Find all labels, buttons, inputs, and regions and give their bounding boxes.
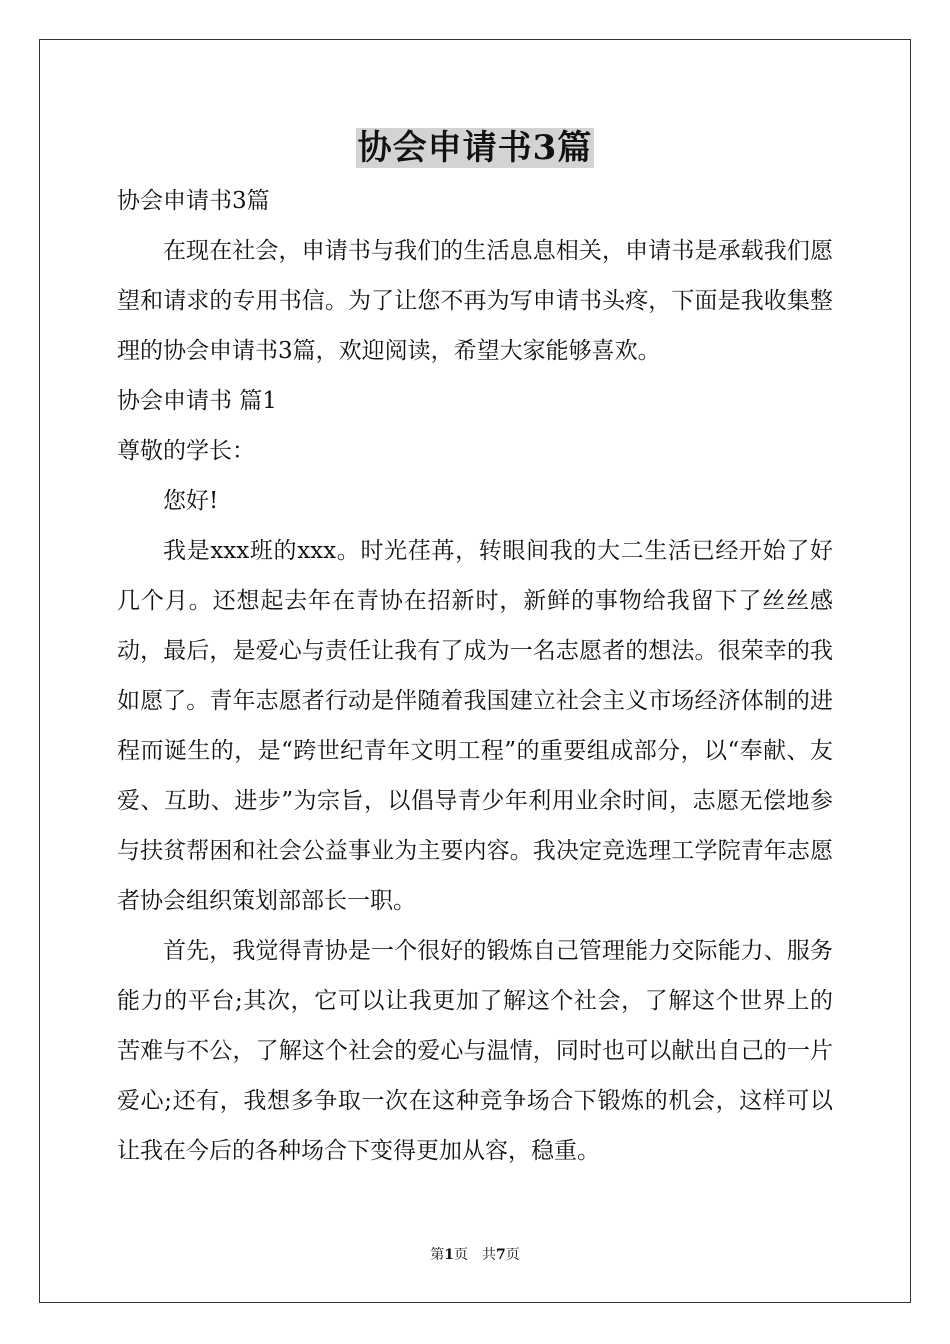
- body-paragraph-1: 我是xxx班的xxx。时光荏苒，转眼间我的大二生活已经开始了好几个月。还想起去年在青协在招新时，新鲜的事物给我留下了丝丝感动，最后，是爱心与责任让我有了成为一名志愿者的想法。很荣幸的我如愿了。青年志愿者行动是伴随着我国建立社会主义市场经济体制的进程而诞生的，是“跨世纪青年文明工程”的重要组成部分，以“奉献、友爱、互助、进步”为宗旨，以倡导青少年利用业余时间，志愿无偿地参与扶贫帮困和社会公益事业为主要内容。我决定竞选理工学院青年志愿者协会组织策划部部长一职。: [117, 538, 833, 914]
- document-subtitle: 协会申请书3篇: [117, 188, 270, 214]
- body-paragraph-2: 首先，我觉得青协是一个很好的锻炼自己管理能力交际能力、服务能力的平台;其次，它可以让我更加了解这个社会，了解这个世界上的苦难与不公，了解这个社会的爱心与温情，同时也可以献出自己的一片爱心;还有，我想多争取一次在这种竞争场合下锻炼的机会，这样可以让我在今后的各种场合下变得更加从容，稳重。: [117, 938, 833, 1164]
- document-title: 协会申请书3篇: [357, 128, 593, 168]
- footer-page-suffix: 页: [505, 1247, 520, 1263]
- footer-page-mid: 页 共: [454, 1247, 496, 1263]
- salutation: 尊敬的学长：: [117, 438, 255, 464]
- page-footer: [0, 1245, 950, 1265]
- footer-page-total: 7: [496, 1247, 506, 1263]
- section-heading: 协会申请书 篇1: [117, 388, 277, 414]
- intro-paragraph: 在现在社会，申请书与我们的生活息息相关，申请书是承载我们愿望和请求的专用书信。为了让您不再为写申请书头疼，下面是我收集整理的协会申请书3篇，欢迎阅读，希望大家能够喜欢。: [117, 238, 833, 364]
- document-body: [117, 176, 833, 1176]
- footer-page-current: 1: [444, 1247, 454, 1263]
- greeting: 您好!: [163, 488, 219, 514]
- title-area: [0, 128, 950, 168]
- footer-page-prefix: 第: [430, 1247, 445, 1263]
